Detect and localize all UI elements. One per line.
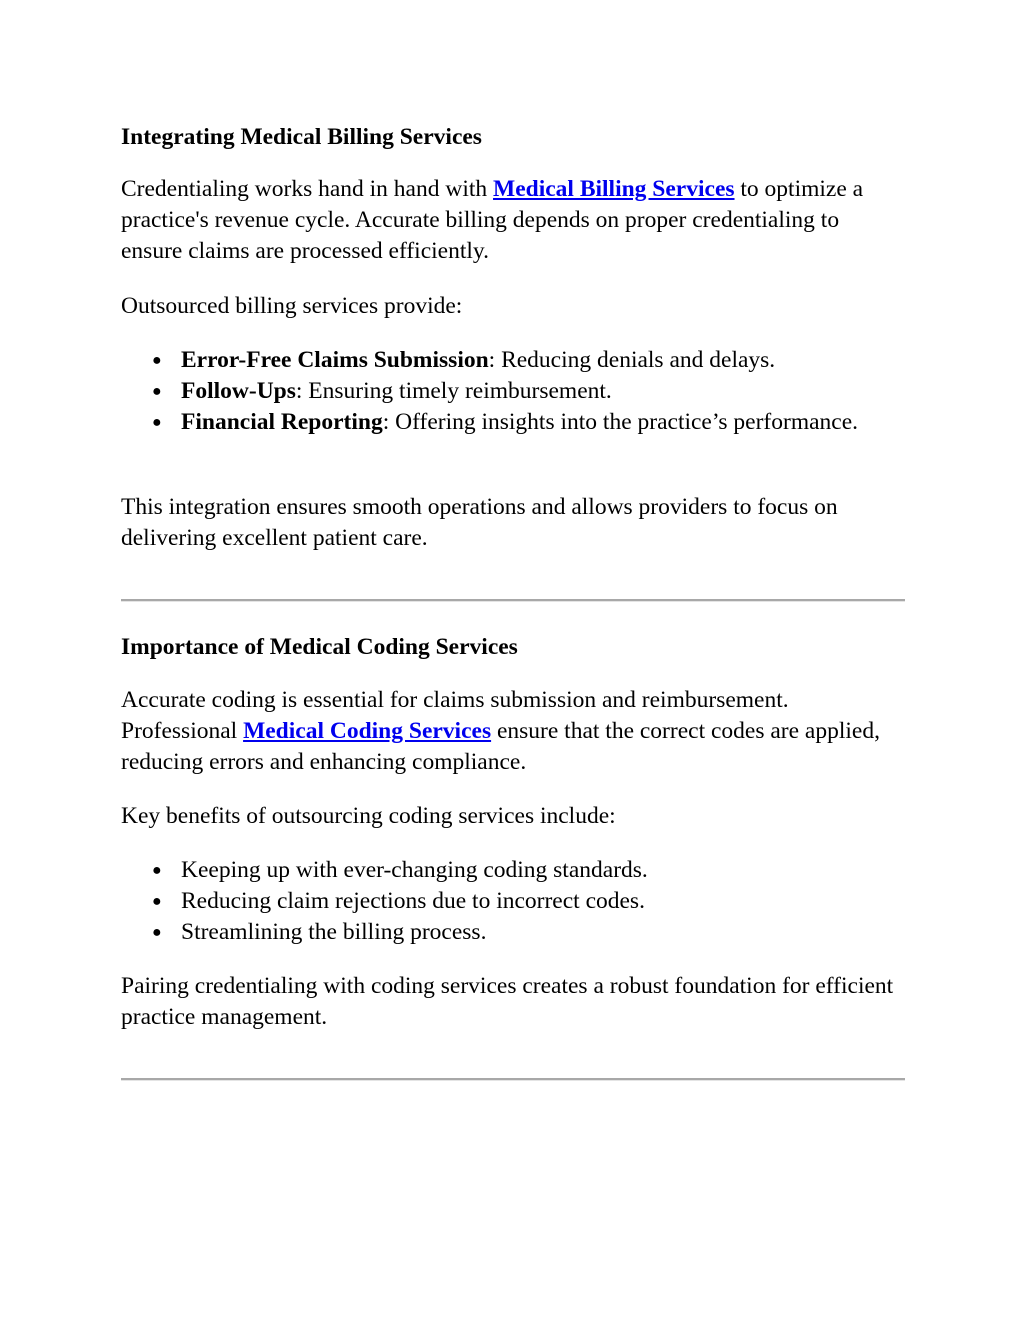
bullet-icon: ●	[152, 862, 162, 879]
bullet-icon: ●	[152, 893, 162, 910]
list-item-text: Keeping up with ever-changing coding standards.	[181, 857, 648, 883]
list-item	[121, 407, 905, 438]
list-item-text: Reducing claim rejections due to incorrect codes.	[181, 888, 645, 914]
billing-intro-text-before: Credentialing works hand in hand with	[121, 176, 494, 202]
medical-coding-services-link[interactable]: Medical Coding Services	[243, 718, 492, 744]
medical-billing-services-link[interactable]: Medical Billing Services	[493, 176, 735, 202]
list-item	[121, 886, 905, 917]
coding-closing-paragraph: Pairing credentialing with coding services creates a robust foundation for efficient practice management.	[121, 973, 894, 1030]
bullet-icon: ●	[152, 414, 162, 431]
list-item-term: Follow-Ups	[181, 378, 296, 404]
coding-intro-text-before: Accurate coding is essential for claims submission and reimbursement. Professional	[121, 687, 789, 744]
billing-intro-paragraph	[121, 174, 905, 267]
coding-list-intro: Key benefits of outsourcing coding services include:	[121, 803, 616, 829]
list-item-term: Financial Reporting	[181, 409, 383, 435]
coding-intro-paragraph	[121, 685, 905, 778]
billing-closing-paragraph: This integration ensures smooth operations and allows providers to focus on delivering excellent patient care.	[121, 494, 838, 551]
bullet-icon: ●	[152, 352, 162, 369]
list-item	[121, 376, 905, 407]
section-divider	[121, 599, 905, 602]
list-item	[121, 855, 905, 886]
list-item-term: Error-Free Claims Submission	[181, 347, 489, 373]
list-item-text: Streamlining the billing process.	[181, 919, 487, 945]
section-title-billing: Integrating Medical Billing Services	[121, 124, 482, 150]
bullet-icon: ●	[152, 383, 162, 400]
billing-intro-text-after: to optimize a practice's revenue cycle. Accurate billing depends on proper credentialing to ensure claims are processed efficiently.	[121, 176, 864, 264]
list-item-desc: : Reducing denials and delays.	[488, 347, 776, 373]
billing-list-intro: Outsourced billing services provide:	[121, 293, 463, 319]
list-item	[121, 345, 905, 376]
bullet-icon: ●	[152, 924, 162, 941]
list-item-desc: : Ensuring timely reimbursement.	[295, 378, 612, 404]
coding-intro-text-after: ensure that the correct codes are applied, reducing errors and enhancing compliance.	[121, 718, 880, 775]
section-title-coding: Importance of Medical Coding Services	[121, 634, 518, 660]
list-item-desc: : Offering insights into the practice’s performance.	[382, 409, 859, 435]
coding-benefits-list	[121, 855, 905, 948]
billing-benefits-list	[121, 345, 905, 438]
section-divider	[121, 1078, 905, 1081]
list-item	[121, 917, 905, 948]
